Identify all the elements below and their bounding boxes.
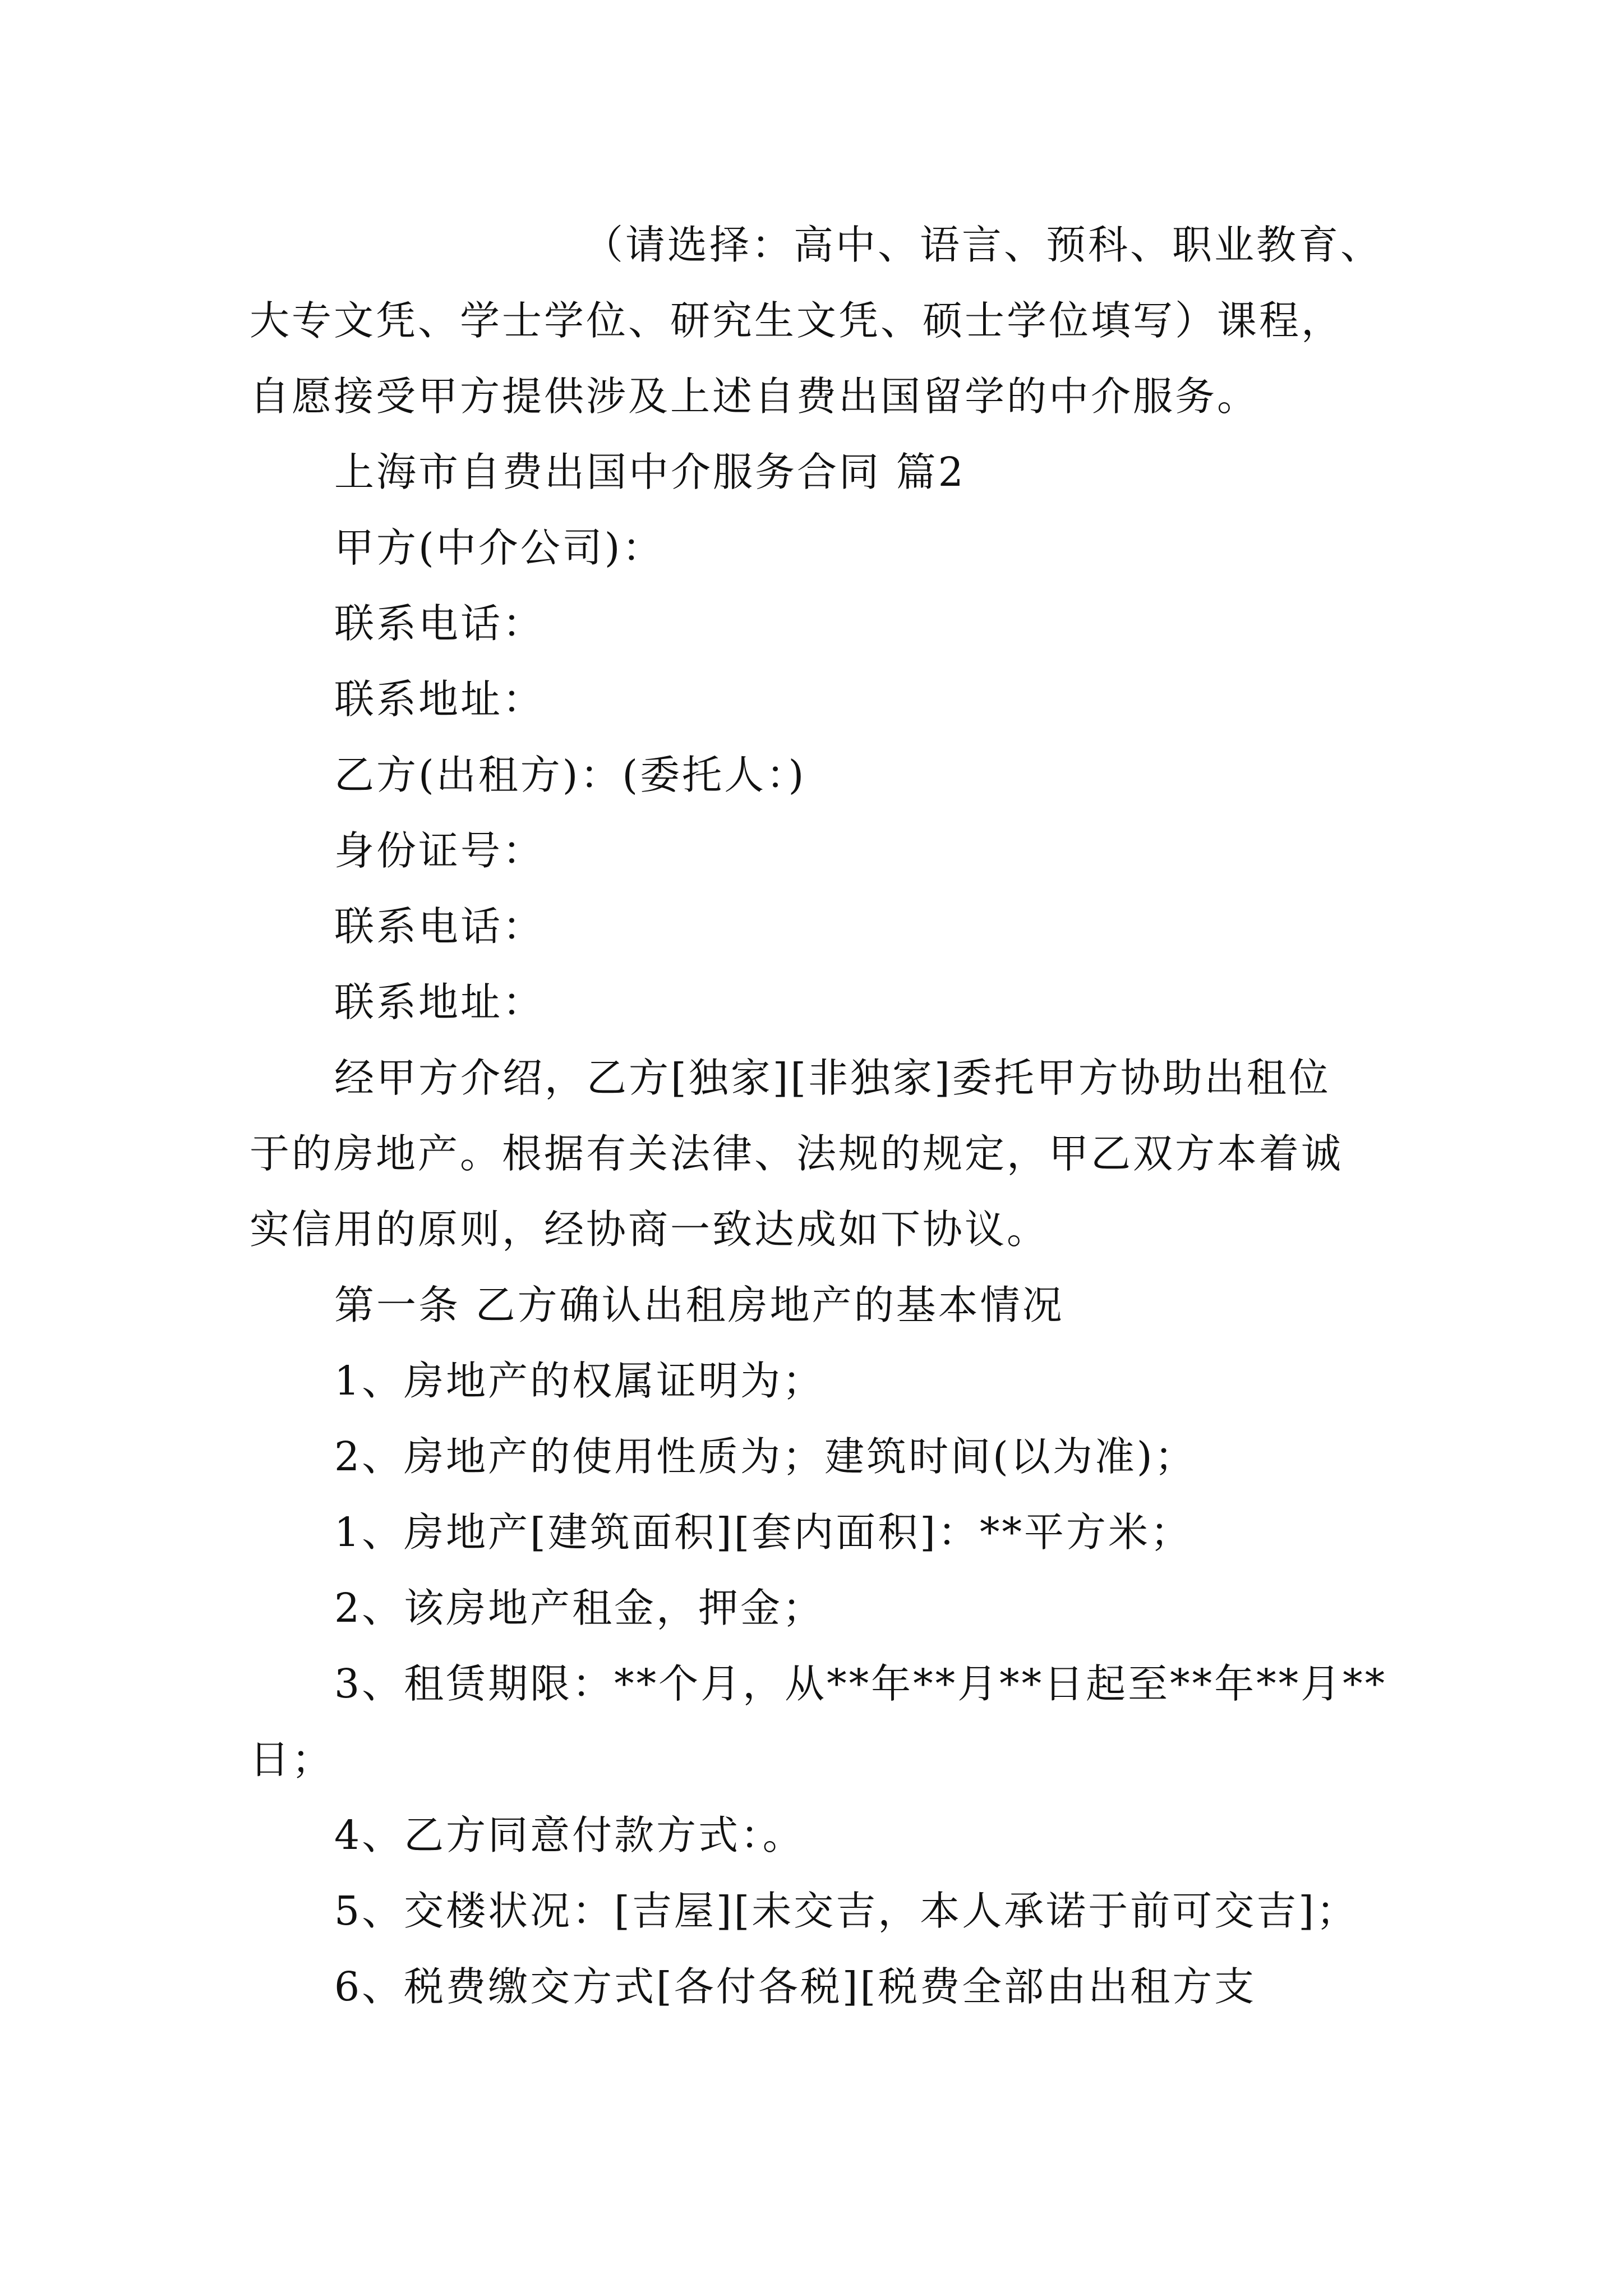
party-a-address-label: 联系地址： (334, 676, 545, 723)
list-item: 4、乙方同意付款方式：。 (334, 1812, 805, 1858)
party-b-address-label: 联系地址： (334, 979, 545, 1025)
party-b-id-label: 身份证号： (334, 827, 545, 874)
list-item: 1、房地产的权属证明为； (334, 1358, 825, 1404)
list-item: 3、租赁期限：**个月，从**年**月**日起至**年**月** (334, 1660, 1387, 1707)
article-heading: 第一条 乙方确认出租房地产的基本情况 (334, 1282, 1064, 1328)
paragraph-line: 大专文凭、学士学位、研究生文凭、硕士学位填写）课程， (250, 297, 1344, 344)
paragraph-line: 于的房地产。根据有关法律、法规的规定，甲乙双方本着诚 (250, 1130, 1344, 1177)
paragraph-line: 经甲方介绍，乙方[独家][非独家]委托甲方协助出租位 (334, 1055, 1331, 1101)
paragraph-line: 自愿接受甲方提供涉及上述自费出国留学的中介服务。 (250, 373, 1260, 420)
list-item: 2、房地产的使用性质为；建筑时间(以为准)； (334, 1433, 1197, 1480)
list-item-continuation: 日； (250, 1736, 334, 1783)
party-a-phone-label: 联系电话： (334, 600, 545, 647)
party-b-label: 乙方(出租方)：(委托人：) (334, 752, 806, 798)
list-item: 2、该房地产租金，押金； (334, 1585, 825, 1631)
list-item: 5、交楼状况：[吉屋][未交吉，本人承诺于前可交吉]； (334, 1888, 1358, 1934)
party-a-label: 甲方(中介公司)： (334, 524, 665, 571)
list-item: 6、税费缴交方式[各付各税][税费全部由出租方支 (334, 1963, 1257, 2010)
party-b-phone-label: 联系电话： (334, 903, 545, 950)
paragraph-line: 实信用的原则，经协商一致达成如下协议。 (250, 1206, 1049, 1253)
section-title: 上海市自费出国中介服务合同 篇2 (334, 449, 966, 495)
list-item: 1、房地产[建筑面积][套内面积]：**平方米； (334, 1509, 1192, 1556)
paragraph-line: （请选择：高中、语言、预科、职业教育、 (583, 222, 1383, 268)
